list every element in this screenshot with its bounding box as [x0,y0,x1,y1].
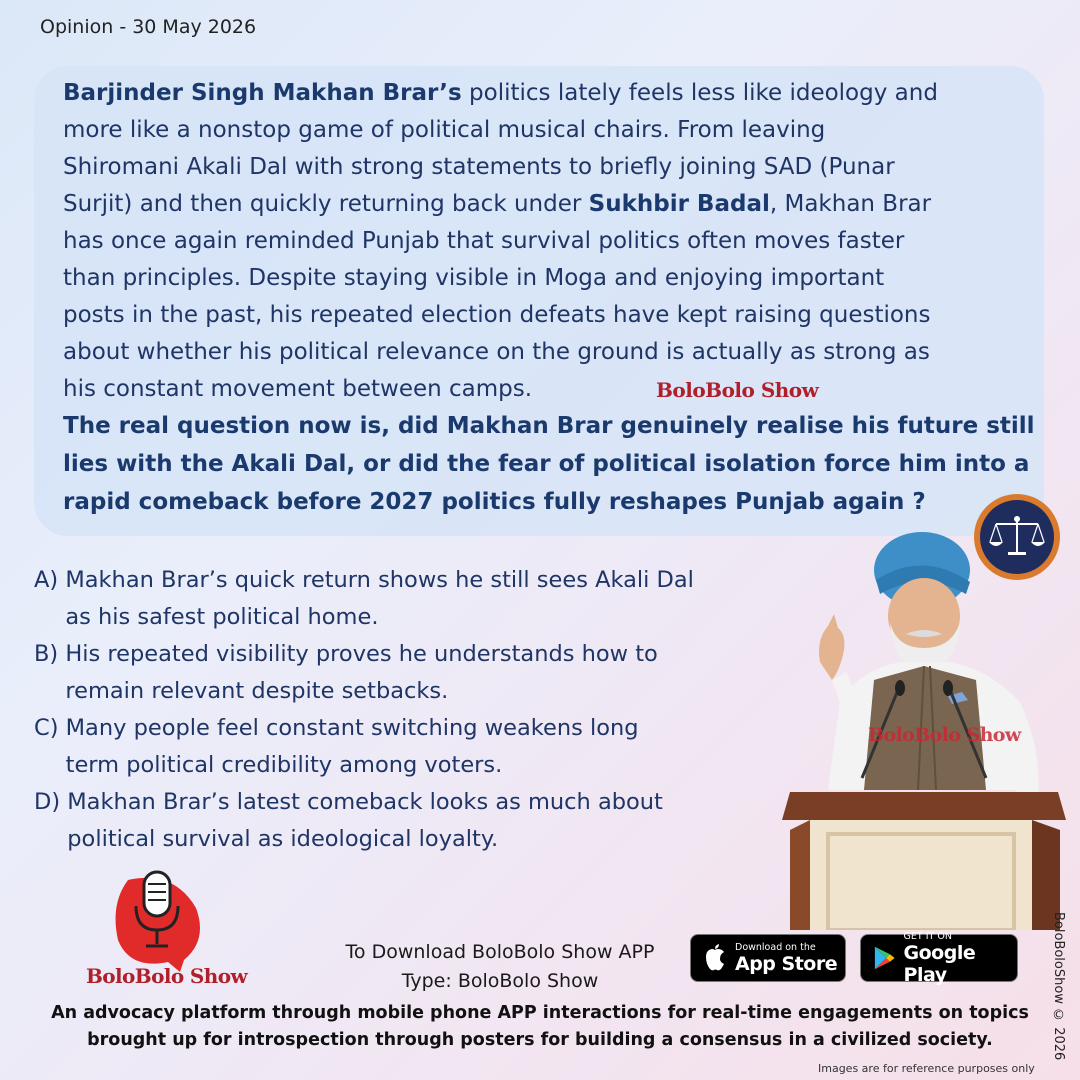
option-item [34,710,794,784]
article-line [63,371,1038,408]
article-highlight: Barjinder Singh Makhan Brar’s [63,80,462,106]
option-line: remain relevant despite setbacks. [65,678,449,704]
option-line: Many people feel constant switching weakens long [65,715,639,741]
article-text: Shiromani Akali Dal with strong statements to briefly joining SAD (Punar [63,154,895,180]
article-line [63,223,1038,260]
article-text: , Makhan Brar [769,191,932,217]
article-body [63,75,1038,408]
download-line: To Download BoloBolo Show APP [345,941,655,963]
article-highlight: Sukhbir Badal [588,191,770,217]
app-store-label: App Store [735,952,838,975]
option-text [65,562,794,636]
download-line: Type: BoloBolo Show [401,970,599,992]
option-item [34,562,794,636]
speaker-watermark: BoloBolo Show [868,724,1021,746]
option-key: B) [34,641,66,667]
question-line: The real question now is, did Makhan Brar genuinely realise his future still [63,413,1035,439]
article-question [63,407,1038,521]
article-text: Surjit) and then quickly returning back under [63,191,589,217]
article-text: than principles. Despite staying visible in Moga and enjoying important [63,265,885,291]
option-key: A) [34,567,66,593]
option-line: Makhan Brar’s latest comeback looks as much about [67,789,663,815]
article-line [63,186,1038,223]
apple-icon [703,944,727,972]
article-line [63,75,1038,112]
app-store-small-label: Download on the [735,941,816,953]
article-text: politics lately feels less like ideology and [461,80,938,106]
option-key: C) [34,715,66,741]
tagline [30,1000,1050,1054]
google-play-button[interactable] [860,930,1018,986]
option-line: political survival as ideological loyalty. [67,826,499,852]
question-line: lies with the Akali Dal, or did the fear of political isolation force him into a [63,451,1030,477]
logo-text: BoloBolo Show [86,964,248,988]
article-line [63,112,1038,149]
option-line: term political credibility among voters. [65,752,503,778]
download-instructions [330,938,670,996]
article-text: more like a nonstop game of political musical chairs. From leaving [63,117,826,143]
article-line [63,260,1038,297]
app-store-button[interactable] [690,934,846,982]
option-key: D) [34,789,68,815]
option-line: Makhan Brar’s quick return shows he still sees Akali Dal [65,567,694,593]
tagline-line: brought up for introspection through posters for building a consensus in a civilized society. [87,1030,993,1050]
google-play-label: Google Play [903,941,976,986]
tagline-line: An advocacy platform through mobile phone APP interactions for real-time engagements on topics [51,1003,1029,1023]
article-watermark: BoloBolo Show [656,378,819,402]
option-line: as his safest political home. [65,604,379,630]
google-play-small-label: GET IT ON [903,930,952,942]
option-text [66,710,794,784]
google-play-icon [873,945,896,971]
article-line [63,334,1038,371]
copyright: BoloBoloShow © 2026 [1051,912,1066,1061]
option-item [34,636,794,710]
article-text: about whether his political relevance on the ground is actually as strong as [63,339,930,365]
article-text: has once again reminded Punjab that survival politics often moves faster [63,228,905,254]
article-text: his constant movement between camps. [63,376,533,402]
article-line [63,297,1038,334]
article-line [63,149,1038,186]
question-line: rapid comeback before 2027 politics fully reshapes Punjab again ? [63,489,926,515]
options-list [34,562,794,858]
article-text: posts in the past, his repeated election defeats have kept raising questions [63,302,931,328]
disclaimer: Images are for reference purposes only [818,1062,1035,1075]
option-text [67,784,794,858]
option-line: His repeated visibility proves he understands how to [65,641,658,667]
dateline: Opinion - 30 May 2026 [40,16,257,38]
option-item [34,784,794,858]
option-text [65,636,794,710]
